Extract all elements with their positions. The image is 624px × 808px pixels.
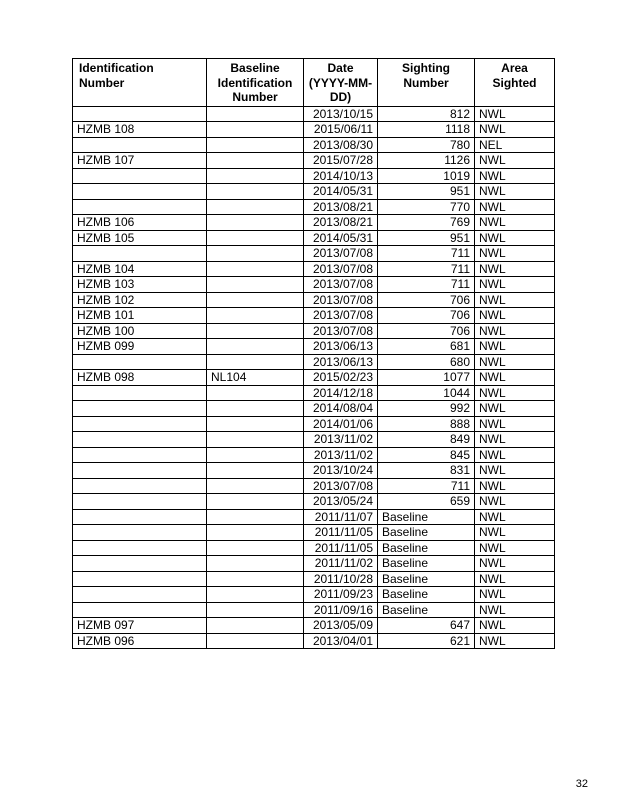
id-cell [73, 463, 207, 479]
baseline-id-cell [207, 494, 304, 510]
area-sighted-cell: NWL [475, 308, 555, 324]
table-row [73, 463, 555, 479]
sighting-number-cell: 647 [378, 618, 475, 634]
date-cell: 2013/08/30 [304, 137, 378, 153]
id-cell [73, 556, 207, 572]
baseline-id-cell [207, 230, 304, 246]
baseline-id-cell [207, 215, 304, 231]
id-cell: HZMB 106 [73, 215, 207, 231]
date-cell: 2013/05/09 [304, 618, 378, 634]
sightings-table [72, 58, 555, 649]
sighting-number-cell: 1118 [378, 122, 475, 138]
table-row [73, 339, 555, 355]
area-sighted-cell: NWL [475, 106, 555, 122]
sighting-number-cell: 951 [378, 184, 475, 200]
date-cell: 2011/09/16 [304, 602, 378, 618]
area-sighted-cell: NWL [475, 618, 555, 634]
sighting-number-cell: 706 [378, 323, 475, 339]
table-row [73, 277, 555, 293]
date-cell: 2013/10/15 [304, 106, 378, 122]
header-area-sighted: Area Sighted [475, 59, 555, 107]
date-cell: 2013/07/08 [304, 246, 378, 262]
id-cell [73, 447, 207, 463]
table-row [73, 122, 555, 138]
table-row [73, 184, 555, 200]
date-cell: 2013/11/02 [304, 432, 378, 448]
baseline-id-cell [207, 199, 304, 215]
date-cell: 2011/10/28 [304, 571, 378, 587]
id-cell [73, 494, 207, 510]
sighting-number-cell: Baseline [378, 509, 475, 525]
date-cell: 2013/06/13 [304, 354, 378, 370]
date-cell: 2013/06/13 [304, 339, 378, 355]
baseline-id-cell [207, 556, 304, 572]
date-cell: 2013/08/21 [304, 215, 378, 231]
table-row [73, 401, 555, 417]
sighting-number-cell: Baseline [378, 571, 475, 587]
table-row [73, 261, 555, 277]
area-sighted-cell: NWL [475, 525, 555, 541]
table-row [73, 137, 555, 153]
area-sighted-cell: NWL [475, 478, 555, 494]
area-sighted-cell: NWL [475, 556, 555, 572]
date-cell: 2013/07/08 [304, 308, 378, 324]
table-row [73, 571, 555, 587]
baseline-id-cell [207, 261, 304, 277]
area-sighted-cell: NWL [475, 540, 555, 556]
baseline-id-cell [207, 432, 304, 448]
baseline-id-cell [207, 153, 304, 169]
table-row [73, 602, 555, 618]
header-identification-number: Identification Number [73, 59, 207, 107]
id-cell [73, 106, 207, 122]
date-cell: 2014/12/18 [304, 385, 378, 401]
table-row [73, 292, 555, 308]
sighting-number-cell: Baseline [378, 525, 475, 541]
date-cell: 2013/11/02 [304, 447, 378, 463]
area-sighted-cell: NWL [475, 122, 555, 138]
page-number: 32 [575, 778, 588, 790]
table-row [73, 633, 555, 649]
baseline-id-cell [207, 447, 304, 463]
id-cell: HZMB 108 [73, 122, 207, 138]
table-header-row [73, 59, 555, 107]
sighting-number-cell: 621 [378, 633, 475, 649]
date-cell: 2013/07/08 [304, 323, 378, 339]
id-cell [73, 540, 207, 556]
baseline-id-cell: NL104 [207, 370, 304, 386]
area-sighted-cell: NWL [475, 199, 555, 215]
id-cell [73, 525, 207, 541]
sighting-number-cell: 888 [378, 416, 475, 432]
date-cell: 2011/11/05 [304, 525, 378, 541]
baseline-id-cell [207, 246, 304, 262]
sighting-number-cell: Baseline [378, 587, 475, 603]
table-row [73, 153, 555, 169]
baseline-id-cell [207, 184, 304, 200]
id-cell: HZMB 101 [73, 308, 207, 324]
table-row [73, 525, 555, 541]
sighting-number-cell: 1044 [378, 385, 475, 401]
table-row [73, 494, 555, 510]
baseline-id-cell [207, 401, 304, 417]
sighting-number-cell: 992 [378, 401, 475, 417]
date-cell: 2013/05/24 [304, 494, 378, 510]
date-cell: 2011/11/07 [304, 509, 378, 525]
area-sighted-cell: NWL [475, 447, 555, 463]
area-sighted-cell: NWL [475, 230, 555, 246]
area-sighted-cell: NWL [475, 432, 555, 448]
baseline-id-cell [207, 587, 304, 603]
sighting-number-cell: 1019 [378, 168, 475, 184]
date-cell: 2013/10/24 [304, 463, 378, 479]
table-row [73, 509, 555, 525]
area-sighted-cell: NWL [475, 571, 555, 587]
table-row [73, 230, 555, 246]
date-cell: 2014/08/04 [304, 401, 378, 417]
baseline-id-cell [207, 354, 304, 370]
baseline-id-cell [207, 323, 304, 339]
sighting-number-cell: Baseline [378, 540, 475, 556]
area-sighted-cell: NWL [475, 370, 555, 386]
sighting-number-cell: 706 [378, 292, 475, 308]
date-cell: 2011/11/05 [304, 540, 378, 556]
date-cell: 2015/07/28 [304, 153, 378, 169]
area-sighted-cell: NWL [475, 215, 555, 231]
sighting-number-cell: 769 [378, 215, 475, 231]
sighting-number-cell: 770 [378, 199, 475, 215]
area-sighted-cell: NWL [475, 463, 555, 479]
area-sighted-cell: NWL [475, 602, 555, 618]
baseline-id-cell [207, 106, 304, 122]
sighting-number-cell: 711 [378, 277, 475, 293]
baseline-id-cell [207, 478, 304, 494]
header-date: Date (YYYY-MM-DD) [304, 59, 378, 107]
table-row [73, 308, 555, 324]
sighting-number-cell: 780 [378, 137, 475, 153]
id-cell: HZMB 104 [73, 261, 207, 277]
baseline-id-cell [207, 509, 304, 525]
baseline-id-cell [207, 416, 304, 432]
sighting-number-cell: 951 [378, 230, 475, 246]
table-row [73, 618, 555, 634]
baseline-id-cell [207, 540, 304, 556]
table-row [73, 587, 555, 603]
baseline-id-cell [207, 525, 304, 541]
sighting-number-cell: 681 [378, 339, 475, 355]
table-row [73, 432, 555, 448]
sighting-number-cell: Baseline [378, 602, 475, 618]
date-cell: 2011/11/02 [304, 556, 378, 572]
sighting-number-cell: 711 [378, 478, 475, 494]
sighting-number-cell: 680 [378, 354, 475, 370]
date-cell: 2013/08/21 [304, 199, 378, 215]
table-row [73, 106, 555, 122]
id-cell: HZMB 107 [73, 153, 207, 169]
baseline-id-cell [207, 385, 304, 401]
table-row [73, 199, 555, 215]
header-baseline-identification-number: Baseline Identification Number [207, 59, 304, 107]
id-cell [73, 478, 207, 494]
date-cell: 2015/02/23 [304, 370, 378, 386]
id-cell: HZMB 097 [73, 618, 207, 634]
area-sighted-cell: NWL [475, 323, 555, 339]
sighting-number-cell: 706 [378, 308, 475, 324]
id-cell: HZMB 098 [73, 370, 207, 386]
table-row [73, 540, 555, 556]
area-sighted-cell: NWL [475, 277, 555, 293]
baseline-id-cell [207, 633, 304, 649]
sighting-number-cell: 831 [378, 463, 475, 479]
table-row [73, 370, 555, 386]
baseline-id-cell [207, 168, 304, 184]
header-sighting-number: Sighting Number [378, 59, 475, 107]
table-row [73, 354, 555, 370]
id-cell [73, 354, 207, 370]
date-cell: 2013/07/08 [304, 277, 378, 293]
sighting-number-cell: 711 [378, 246, 475, 262]
area-sighted-cell: NEL [475, 137, 555, 153]
date-cell: 2015/06/11 [304, 122, 378, 138]
id-cell: HZMB 102 [73, 292, 207, 308]
area-sighted-cell: NWL [475, 354, 555, 370]
id-cell: HZMB 099 [73, 339, 207, 355]
id-cell [73, 199, 207, 215]
baseline-id-cell [207, 339, 304, 355]
area-sighted-cell: NWL [475, 509, 555, 525]
id-cell [73, 401, 207, 417]
id-cell: HZMB 103 [73, 277, 207, 293]
id-cell [73, 137, 207, 153]
id-cell [73, 587, 207, 603]
id-cell: HZMB 096 [73, 633, 207, 649]
id-cell: HZMB 105 [73, 230, 207, 246]
sighting-number-cell: 711 [378, 261, 475, 277]
date-cell: 2014/05/31 [304, 184, 378, 200]
area-sighted-cell: NWL [475, 401, 555, 417]
date-cell: 2014/05/31 [304, 230, 378, 246]
id-cell [73, 246, 207, 262]
area-sighted-cell: NWL [475, 292, 555, 308]
id-cell [73, 509, 207, 525]
sighting-number-cell: 812 [378, 106, 475, 122]
sighting-number-cell: 845 [378, 447, 475, 463]
area-sighted-cell: NWL [475, 184, 555, 200]
baseline-id-cell [207, 122, 304, 138]
id-cell [73, 416, 207, 432]
date-cell: 2013/07/08 [304, 478, 378, 494]
table-body [73, 106, 555, 649]
id-cell: HZMB 100 [73, 323, 207, 339]
table-row [73, 416, 555, 432]
area-sighted-cell: NWL [475, 587, 555, 603]
baseline-id-cell [207, 571, 304, 587]
sighting-number-cell: Baseline [378, 556, 475, 572]
table-row [73, 323, 555, 339]
id-cell [73, 168, 207, 184]
area-sighted-cell: NWL [475, 494, 555, 510]
table-row [73, 215, 555, 231]
baseline-id-cell [207, 137, 304, 153]
date-cell: 2013/07/08 [304, 261, 378, 277]
table-row [73, 246, 555, 262]
area-sighted-cell: NWL [475, 385, 555, 401]
baseline-id-cell [207, 602, 304, 618]
area-sighted-cell: NWL [475, 168, 555, 184]
sighting-number-cell: 1126 [378, 153, 475, 169]
area-sighted-cell: NWL [475, 153, 555, 169]
area-sighted-cell: NWL [475, 246, 555, 262]
sighting-number-cell: 849 [378, 432, 475, 448]
sighting-number-cell: 659 [378, 494, 475, 510]
sighting-number-cell: 1077 [378, 370, 475, 386]
date-cell: 2014/10/13 [304, 168, 378, 184]
table-row [73, 385, 555, 401]
date-cell: 2011/09/23 [304, 587, 378, 603]
baseline-id-cell [207, 308, 304, 324]
date-cell: 2014/01/06 [304, 416, 378, 432]
baseline-id-cell [207, 463, 304, 479]
area-sighted-cell: NWL [475, 261, 555, 277]
date-cell: 2013/07/08 [304, 292, 378, 308]
table-row [73, 168, 555, 184]
id-cell [73, 184, 207, 200]
date-cell: 2013/04/01 [304, 633, 378, 649]
table-row [73, 556, 555, 572]
table-row [73, 447, 555, 463]
baseline-id-cell [207, 292, 304, 308]
area-sighted-cell: NWL [475, 339, 555, 355]
table-row [73, 478, 555, 494]
area-sighted-cell: NWL [475, 633, 555, 649]
baseline-id-cell [207, 618, 304, 634]
id-cell [73, 385, 207, 401]
id-cell [73, 602, 207, 618]
id-cell [73, 571, 207, 587]
area-sighted-cell: NWL [475, 416, 555, 432]
id-cell [73, 432, 207, 448]
baseline-id-cell [207, 277, 304, 293]
